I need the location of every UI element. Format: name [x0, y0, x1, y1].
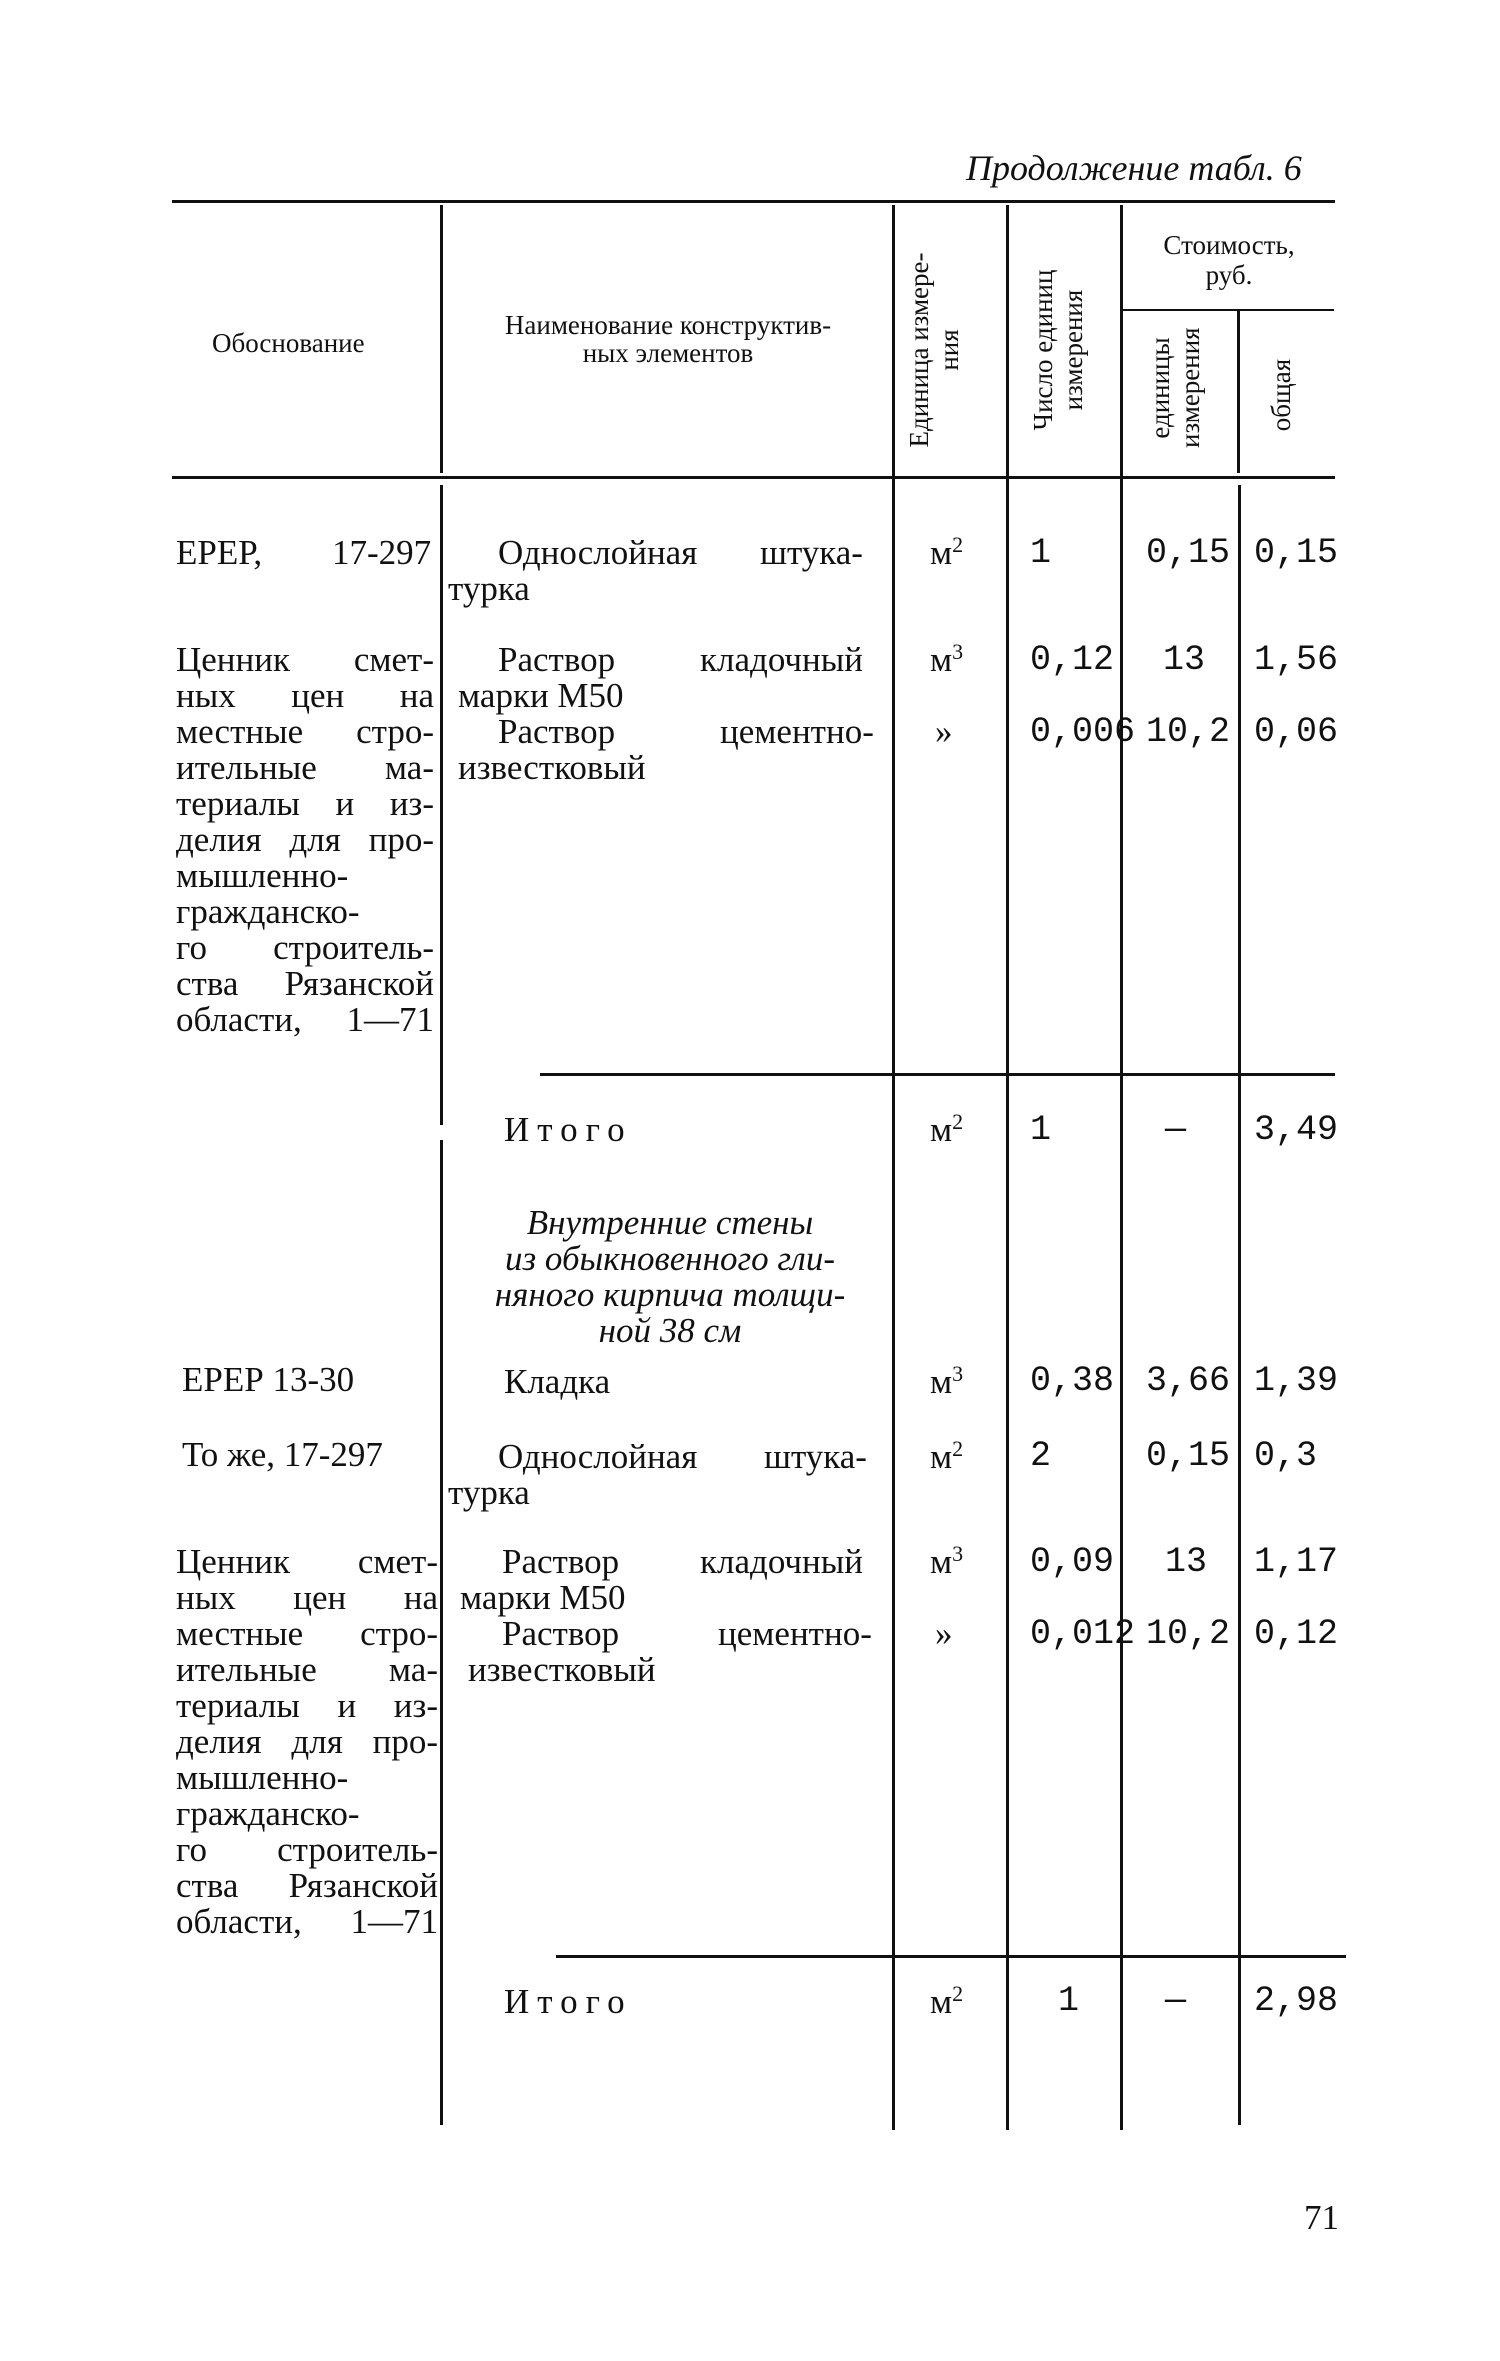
s1-r1-unit-sup: 2	[952, 532, 964, 557]
s2-r2-name-b: штука-	[764, 1437, 867, 1476]
header-unit	[905, 220, 971, 480]
s2-basis-line: ительные ма-	[176, 1650, 438, 1689]
header-name-line2: ных элементов	[582, 338, 754, 368]
header-unit-line2: ния	[933, 329, 964, 371]
header-cost-unit	[1146, 328, 1212, 448]
col-rule-5-header	[1237, 311, 1240, 473]
cost-subheader-rule	[1122, 309, 1334, 311]
s2-basis-line: делия для про-	[176, 1722, 438, 1761]
s1-total-unit	[930, 1109, 964, 1149]
s1-r1-price: 0,15	[1146, 533, 1231, 573]
s2-r3-total: 1,17	[1254, 1542, 1339, 1582]
s1-basis-line: Ценник смет-	[176, 640, 434, 679]
s2-basis-line: териалы и из-	[176, 1686, 438, 1725]
s2-r3-unit-base: м	[930, 1542, 953, 1581]
s1-basis-line: го строитель-	[176, 928, 434, 967]
s1-r1-unit	[930, 532, 964, 572]
s1-r3-name-b: цементно-	[720, 712, 874, 751]
col-rule-1-s1	[440, 485, 443, 1125]
s2-r2-total: 0,3	[1254, 1436, 1318, 1476]
table-caption: Продолжение табл. 6	[966, 148, 1302, 188]
col-rule-1-header	[440, 205, 443, 473]
s1-r3-unit: »	[935, 712, 953, 751]
s1-r1-basis-a: ЕРЕР,	[176, 533, 263, 572]
s1-r1-qty: 1	[1030, 533, 1052, 573]
s2-r2-name-a: Однослойная	[498, 1437, 698, 1476]
header-qty-line1: Число единиц	[1028, 269, 1058, 431]
s2-r1-name: Кладка	[504, 1362, 611, 1401]
s2-r2-basis: То же, 17-297	[182, 1435, 383, 1474]
s2-r2-name-l2: турка	[448, 1473, 530, 1512]
s2-r1-total: 1,39	[1254, 1361, 1339, 1401]
s2-total-unit	[930, 1981, 964, 2021]
s1-r2-price: 13	[1163, 640, 1206, 680]
s1-r1-name-b: штука-	[760, 533, 863, 572]
total-rule-2	[556, 1955, 1346, 1958]
header-bottom-rule	[172, 476, 1335, 479]
s1-total-qty: 1	[1030, 1110, 1052, 1150]
s1-basis-line: делия для про-	[176, 820, 434, 859]
s2-r1-unit	[930, 1361, 964, 1401]
s2-total-qty: 1	[1058, 1981, 1080, 2021]
s1-total-label: Итого	[504, 1110, 633, 1149]
s1-r1-basis-b: 17-297	[332, 533, 432, 572]
s2-total-unit-base: м	[930, 1982, 953, 2021]
s2-basis-line: ных цен на	[176, 1578, 438, 1617]
s2-r3-price: 13	[1165, 1542, 1208, 1582]
s2-total-value: 2,98	[1254, 1981, 1339, 2021]
s2-r1-unit-base: м	[930, 1362, 953, 1401]
header-unit-line1: Единица измере-	[904, 252, 934, 448]
s2-r2-price: 0,15	[1146, 1436, 1231, 1476]
s2-total-label: Итого	[504, 1982, 633, 2021]
s2-r4-name-l2: известковый	[468, 1650, 656, 1689]
s1-basis-line: ных цен на	[176, 676, 434, 715]
s1-r2-unit	[930, 639, 964, 679]
page-number: 71	[1304, 2198, 1339, 2237]
total-rule-1	[540, 1073, 1335, 1076]
header-basis: Обоснование	[212, 328, 365, 358]
s2-r3-unit	[930, 1541, 964, 1581]
s1-r1-name-a: Однослойная	[498, 533, 698, 572]
s1-r2-unit-base: м	[930, 640, 953, 679]
s1-basis-line: гражданско-	[176, 892, 360, 931]
s1-r1-name-l2: турка	[448, 569, 530, 608]
s1-r1-total: 0,15	[1254, 533, 1339, 573]
s2-total-price: —	[1165, 1981, 1187, 2021]
col-rule-4	[1120, 205, 1123, 2130]
s2-basis-line: Ценник смет-	[176, 1542, 438, 1581]
s1-basis-line: ительные ма-	[176, 748, 434, 787]
s1-basis-block	[176, 642, 434, 1038]
s2-basis-line: местные стро-	[176, 1614, 438, 1653]
header-cost-total-label: общая	[1266, 358, 1296, 432]
s2-r1-qty: 0,38	[1030, 1361, 1115, 1401]
s1-basis-line: местные стро-	[176, 712, 434, 751]
s1-r2-name-l2: марки М50	[458, 676, 624, 715]
s2-r3-name-b: кладочный	[700, 1542, 863, 1581]
header-name-line1: Наименование конструктив-	[504, 310, 832, 340]
s2-r3-qty: 0,09	[1030, 1542, 1115, 1582]
s2-heading-line: ной 38 см	[598, 1311, 742, 1350]
header-qty	[1029, 220, 1095, 480]
s2-basis-line: го строитель-	[176, 1830, 438, 1869]
s1-r2-qty: 0,12	[1030, 640, 1115, 680]
s1-r3-name-a: Раствор	[498, 712, 616, 751]
s2-total-unit-sup: 2	[952, 1981, 964, 2006]
s1-total-unit-base: м	[930, 1110, 953, 1149]
table-top-rule	[172, 200, 1335, 203]
s2-heading-line: Внутренние стены	[526, 1203, 814, 1242]
s1-basis-line: области, 1—71	[176, 1000, 434, 1039]
s1-r3-price: 10,2	[1146, 712, 1231, 752]
s1-r2-name-b: кладочный	[700, 640, 863, 679]
s2-basis-line: мышленно-	[176, 1758, 349, 1797]
s1-basis-line: териалы и из-	[176, 784, 434, 823]
s2-r4-total: 0,12	[1254, 1614, 1339, 1654]
s2-basis-line: области, 1—71	[176, 1902, 438, 1941]
s2-basis-block	[176, 1544, 438, 1940]
s1-basis-line: мышленно-	[176, 856, 349, 895]
s1-r2-total: 1,56	[1254, 640, 1339, 680]
s1-r3-total: 0,06	[1254, 712, 1339, 752]
s1-r1-unit-base: м	[930, 533, 953, 572]
s1-r3-name-l2: известковый	[458, 748, 646, 787]
s2-r4-name-b: цементно-	[718, 1614, 872, 1653]
s1-total-unit-sup: 2	[952, 1109, 964, 1134]
s2-r1-basis: ЕРЕР 13-30	[182, 1360, 355, 1399]
col-rule-2	[892, 205, 895, 2130]
s2-r4-price: 10,2	[1146, 1614, 1231, 1654]
header-cost-total	[1267, 345, 1307, 445]
s1-total-value: 3,49	[1254, 1110, 1339, 1150]
col-rule-1-s2	[440, 1140, 443, 2125]
header-cost-rub: руб.	[1205, 260, 1253, 290]
header-qty-line2: измерения	[1057, 289, 1088, 411]
s2-r2-unit-sup: 2	[952, 1436, 964, 1461]
s2-r3-unit-sup: 3	[952, 1541, 964, 1566]
s1-r2-name-a: Раствор	[498, 640, 616, 679]
s2-r3-name-a: Раствор	[502, 1542, 620, 1581]
s2-r1-price: 3,66	[1146, 1361, 1231, 1401]
header-cost-unit-line1: единицы	[1145, 337, 1175, 439]
s2-r2-unit-base: м	[930, 1437, 953, 1476]
s2-r4-qty: 0,012	[1030, 1614, 1136, 1654]
s2-heading-line: няного кирпича толщи-	[494, 1275, 846, 1314]
s2-r1-unit-sup: 3	[952, 1361, 964, 1386]
s2-heading-line: из обыкновенного гли-	[505, 1239, 835, 1278]
col-rule-3	[1006, 205, 1009, 2130]
s2-basis-line: ства Рязанской	[176, 1866, 438, 1905]
s2-r4-name-a: Раствор	[502, 1614, 620, 1653]
s1-total-price: —	[1165, 1110, 1187, 1150]
s1-r3-qty: 0,006	[1030, 712, 1136, 752]
s2-basis-line: гражданско-	[176, 1794, 360, 1833]
s1-r2-unit-sup: 3	[952, 639, 964, 664]
s2-r4-unit: »	[935, 1614, 953, 1653]
s2-r2-qty: 2	[1030, 1436, 1052, 1476]
s2-r2-unit	[930, 1436, 964, 1476]
header-cost: Стоимость,	[1163, 230, 1295, 260]
s2-r3-name-l2: марки М50	[460, 1578, 626, 1617]
s1-basis-line: ства Рязанской	[176, 964, 434, 1003]
header-cost-unit-line2: измерения	[1174, 327, 1205, 448]
col-rule-5	[1238, 485, 1241, 2125]
